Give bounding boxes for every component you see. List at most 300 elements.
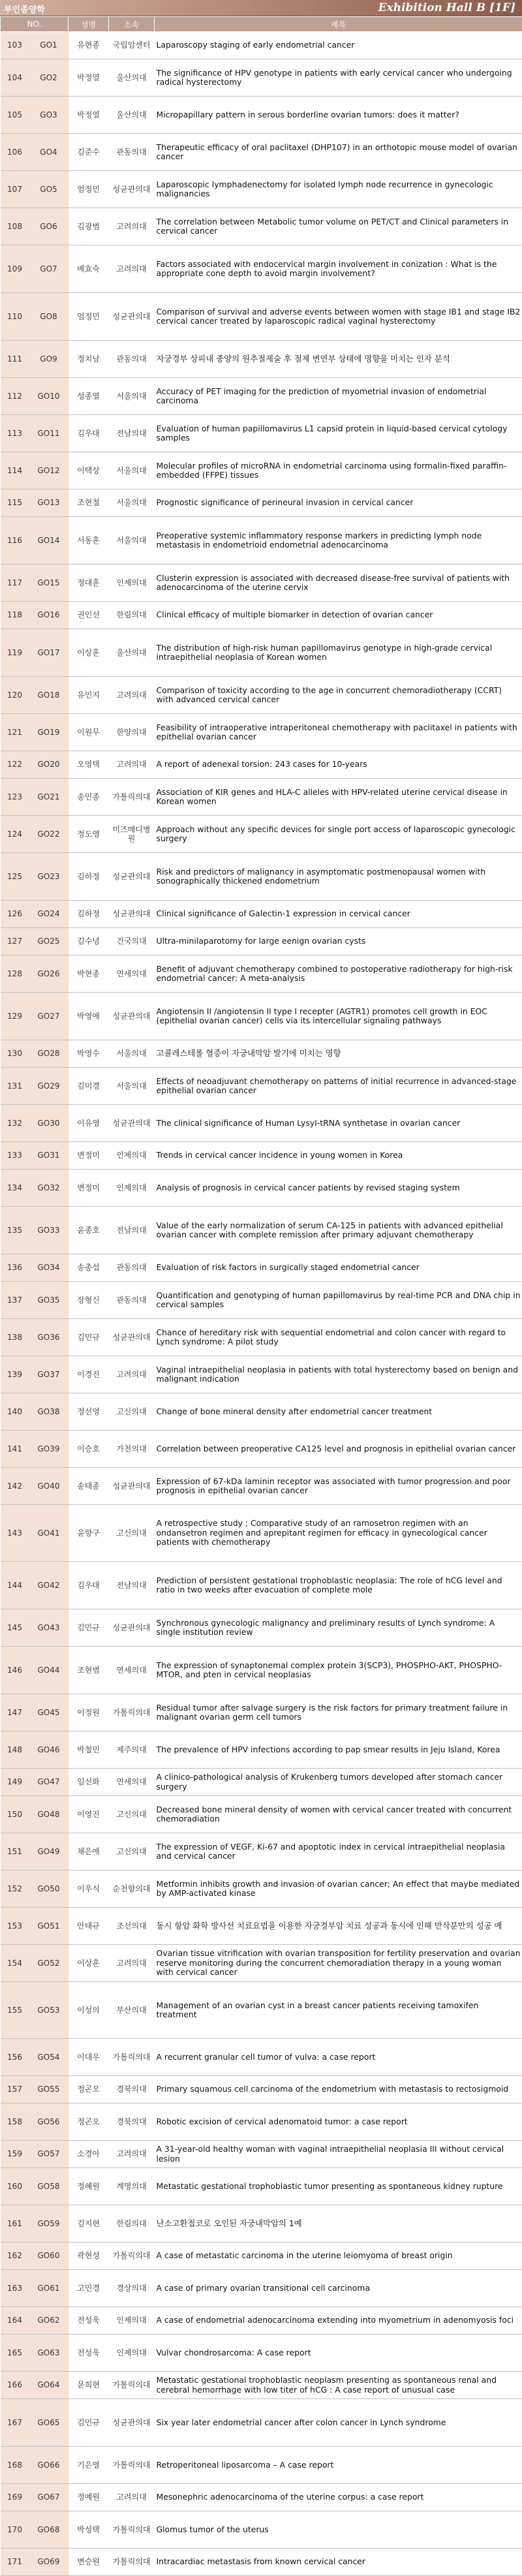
abstract-code: GO67 bbox=[29, 2484, 69, 2511]
presenter-name: 정혜원 bbox=[69, 2168, 109, 2205]
table-row bbox=[1, 2270, 522, 2307]
table-row bbox=[1, 1040, 522, 1068]
table-row bbox=[1, 1694, 522, 1731]
abstract-title: Accuracy of PET imaging for the prediction of myometrial invasion of endometrial carcinoma bbox=[155, 378, 522, 415]
abstract-title: A case of endometrial adenocarcinoma extending into myometrium in adenomyosis foci bbox=[155, 2307, 522, 2335]
presenter-name: 이영진 bbox=[69, 1796, 109, 1833]
table-row bbox=[1, 2484, 522, 2511]
row-number: 163 bbox=[1, 2270, 29, 2307]
row-number: 162 bbox=[1, 2242, 29, 2270]
abstract-title: Factors associated with endocervical margin involvement in conization : What is the appropriate cone depth to avoid margin involvement? bbox=[155, 245, 522, 293]
table-row bbox=[1, 714, 522, 751]
abstract-title: Vaginal intraepithelial neoplasia in patients with total hysterectomy based on benign and malignant indication bbox=[155, 1356, 522, 1393]
row-number: 119 bbox=[1, 629, 29, 677]
institution: 가톨릭의대 bbox=[109, 779, 155, 816]
abstract-code: GO48 bbox=[29, 1796, 69, 1833]
abstract-title: Six year later endometrial cancer after colon cancer in Lynch syndrome bbox=[155, 2399, 522, 2447]
abstract-code: GO56 bbox=[29, 2103, 69, 2141]
table-row bbox=[1, 32, 522, 59]
presenter-name: 오영택 bbox=[69, 751, 109, 779]
row-number: 142 bbox=[1, 1468, 29, 1505]
row-number: 124 bbox=[1, 816, 29, 853]
table-row bbox=[1, 1908, 522, 1945]
table-row bbox=[1, 1468, 522, 1505]
abstract-title: 자궁경부 상피내 종양의 원추절제술 후 절제 변연부 상태에 영향을 미치는 인자 분석 bbox=[155, 341, 522, 378]
row-number: 157 bbox=[1, 2076, 29, 2103]
abstract-code: GO30 bbox=[29, 1105, 69, 1142]
institution: 고려의대 bbox=[109, 677, 155, 714]
row-number: 115 bbox=[1, 489, 29, 517]
presenter-name: 기은영 bbox=[69, 2447, 109, 2484]
abstract-code: GO6 bbox=[29, 208, 69, 245]
row-number: 154 bbox=[1, 1945, 29, 1982]
table-row bbox=[1, 1562, 522, 1609]
abstract-code: GO11 bbox=[29, 415, 69, 452]
exhibition-hall-title: Exhibition Hall B [1F] bbox=[378, 1, 515, 14]
row-number: 167 bbox=[1, 2399, 29, 2447]
abstract-code: GO52 bbox=[29, 1945, 69, 1982]
table-row bbox=[1, 1393, 522, 1431]
abstract-title: Value of the early normalization of serum CA-125 in patients with advanced epithelial ovarian cancer with complete remission after primary adjuvant chemotherapy bbox=[155, 1207, 522, 1254]
abstract-code: GO55 bbox=[29, 2076, 69, 2103]
abstract-title: A case of primary ovarian transitional cell carcinoma bbox=[155, 2270, 522, 2307]
table-row bbox=[1, 955, 522, 993]
abstract-title: Laparoscopy staging of early endometrial cancer bbox=[155, 32, 522, 59]
table-row bbox=[1, 816, 522, 853]
abstract-code: GO53 bbox=[29, 1982, 69, 2039]
table-row bbox=[1, 2335, 522, 2372]
abstract-code: GO23 bbox=[29, 853, 69, 901]
abstract-code: GO9 bbox=[29, 341, 69, 378]
abstract-title: The distribution of high-risk human papillomavirus genotype in high-grade cervical intraepithelial neoplasia of Korean women bbox=[155, 629, 522, 677]
table-row bbox=[1, 1282, 522, 1319]
institution: 성균관의대 bbox=[109, 171, 155, 208]
institution: 성균관의대 bbox=[109, 1319, 155, 1356]
abstract-code: GO26 bbox=[29, 955, 69, 993]
abstract-code: GO10 bbox=[29, 378, 69, 415]
row-number: 161 bbox=[1, 2205, 29, 2242]
institution: 경북의대 bbox=[109, 2076, 155, 2103]
abstract-title: The prevalence of HPV infections according to pap smear results in Jeju Island, Korea bbox=[155, 1731, 522, 1769]
abstract-title: Chance of hereditary risk with sequential endometrial and colon cancer with regard to Lynch syndrome: A pilot study bbox=[155, 1319, 522, 1356]
institution: 고신의대 bbox=[109, 1505, 155, 1562]
abstract-title: 동시 항암 화학 방사선 치료요법을 이용한 자궁경부암 치료 성공과 동시에 인해 만삭분만의 성공 예 bbox=[155, 1908, 522, 1945]
abstract-code: GO18 bbox=[29, 677, 69, 714]
institution: 서울의대 bbox=[109, 452, 155, 489]
abstract-title: Evaluation of human papillomavirus L1 capsid protein in liquid-based cervical cytology samples bbox=[155, 415, 522, 452]
presenter-name: 김우대 bbox=[69, 1562, 109, 1609]
abstract-code: GO27 bbox=[29, 993, 69, 1040]
section-header-bar bbox=[0, 0, 522, 16]
presenter-name: 변승원 bbox=[69, 2549, 109, 2576]
abstract-title: Clinical significance of Galectin-1 expression in cervical cancer bbox=[155, 901, 522, 928]
presenter-name: 정예원 bbox=[69, 2484, 109, 2511]
abstract-code: GO69 bbox=[29, 2549, 69, 2576]
abstract-title: Management of an ovarian cyst in a breast cancer patients receiving tamoxifen treatment bbox=[155, 1982, 522, 2039]
abstract-title: Synchronous gynecologic malignancy and preliminary results of Lynch syndrome: A single institution review bbox=[155, 1609, 522, 1647]
abstract-code: GO51 bbox=[29, 1908, 69, 1945]
abstract-title: Prognostic significance of perineural invasion in cervical cancer bbox=[155, 489, 522, 517]
abstract-code: GO39 bbox=[29, 1431, 69, 1468]
institution: 순천향의대 bbox=[109, 1870, 155, 1908]
presenter-name: 송총섭 bbox=[69, 1254, 109, 1282]
presenter-name: 이상훈 bbox=[69, 1945, 109, 1982]
row-number: 111 bbox=[1, 341, 29, 378]
row-number: 127 bbox=[1, 928, 29, 955]
institution: 성균관의대 bbox=[109, 901, 155, 928]
table-row bbox=[1, 2141, 522, 2168]
institution: 계명의대 bbox=[109, 2168, 155, 2205]
abstract-code: GO54 bbox=[29, 2039, 69, 2076]
row-number: 143 bbox=[1, 1505, 29, 1562]
abstract-title: Mesonephric adenocarcinoma of the uterine corpus: a case report bbox=[155, 2484, 522, 2511]
abstract-code: GO45 bbox=[29, 1694, 69, 1731]
abstract-code: GO43 bbox=[29, 1609, 69, 1647]
table-row bbox=[1, 1870, 522, 1908]
abstract-title: Expression of 67-kDa laminin receptor was associated with tumor progression and poor prognosis in epithelial ovarian cancer bbox=[155, 1468, 522, 1505]
table-row bbox=[1, 171, 522, 208]
table-row bbox=[1, 293, 522, 341]
row-number: 125 bbox=[1, 853, 29, 901]
row-number: 151 bbox=[1, 1833, 29, 1870]
institution: 연세의대 bbox=[109, 1769, 155, 1796]
abstract-title: A retrospective study ; Comparative study of an ramosetron regimen with an ondansetron regimen and aprepitant regimen for efficacy in gynecological cancer patients with chemotherapy bbox=[155, 1505, 522, 1562]
institution: 연세의대 bbox=[109, 955, 155, 993]
abstract-title: Effects of neoadjuvant chemotherapy on patterns of initial recurrence in advanced-stage epithelial ovarian cancer bbox=[155, 1068, 522, 1105]
institution: 서울의대 bbox=[109, 1068, 155, 1105]
presenter-name: 변정미 bbox=[69, 1170, 109, 1207]
abstract-title: Primary squamous cell carcinoma of the endometrium with metastasis to rectosigmoid bbox=[155, 2076, 522, 2103]
institution: 성균관의대 bbox=[109, 1609, 155, 1647]
abstract-code: GO19 bbox=[29, 714, 69, 751]
institution: 가천의대 bbox=[109, 1431, 155, 1468]
row-number: 140 bbox=[1, 1393, 29, 1431]
presenter-name: 송태종 bbox=[69, 1468, 109, 1505]
institution: 한림의대 bbox=[109, 602, 155, 629]
abstract-code: GO37 bbox=[29, 1356, 69, 1393]
presenter-name: 정치남 bbox=[69, 341, 109, 378]
abstract-code: GO42 bbox=[29, 1562, 69, 1609]
table-row bbox=[1, 1609, 522, 1647]
row-number: 137 bbox=[1, 1282, 29, 1319]
table-row bbox=[1, 677, 522, 714]
abstract-code: GO62 bbox=[29, 2307, 69, 2335]
row-number: 153 bbox=[1, 1908, 29, 1945]
row-number: 126 bbox=[1, 901, 29, 928]
abstract-code: GO7 bbox=[29, 245, 69, 293]
table-row bbox=[1, 2039, 522, 2076]
abstract-code: GO44 bbox=[29, 1647, 69, 1694]
presenter-name: 권인선 bbox=[69, 602, 109, 629]
presenter-name: 정곤오 bbox=[69, 2076, 109, 2103]
row-number: 146 bbox=[1, 1647, 29, 1694]
abstract-title: Laparoscopic lymphadenectomy for isolated lymph node recurrence in gynecologic malignancies bbox=[155, 171, 522, 208]
institution: 미즈메디병원 bbox=[109, 816, 155, 853]
abstract-title: Residual tumor after salvage surgery is the risk factors for primary treatment failure in malignant ovarian germ cell tumors bbox=[155, 1694, 522, 1731]
presenter-name: 박현종 bbox=[69, 955, 109, 993]
institution: 서울의대 bbox=[109, 1040, 155, 1068]
abstract-title: Risk and predictors of malignancy in asymptomatic postmenopausal women with sonographically thickened endometrium bbox=[155, 853, 522, 901]
presenter-name: 고민경 bbox=[69, 2270, 109, 2307]
table-row bbox=[1, 779, 522, 816]
row-number: 107 bbox=[1, 171, 29, 208]
row-number: 158 bbox=[1, 2103, 29, 2141]
table-row bbox=[1, 1319, 522, 1356]
row-number: 106 bbox=[1, 134, 29, 171]
row-number: 145 bbox=[1, 1609, 29, 1647]
presenter-name: 김지현 bbox=[69, 2205, 109, 2242]
abstract-title: Angiotensin II /angiotensin II type I recepter (AGTR1) promotes cell growth in EOC (epithelial ovarian cancer) cells via its intercellular signaling pathways bbox=[155, 993, 522, 1040]
presenter-name: 박성택 bbox=[69, 2511, 109, 2549]
presenter-name: 윤종호 bbox=[69, 1207, 109, 1254]
institution: 성균관의대 bbox=[109, 293, 155, 341]
presenter-name: 박정열 bbox=[69, 97, 109, 134]
institution: 서울의대 bbox=[109, 378, 155, 415]
table-row bbox=[1, 2307, 522, 2335]
institution: 인제의대 bbox=[109, 1142, 155, 1170]
presenter-name: 박영수 bbox=[69, 1040, 109, 1068]
abstract-title: The correlation between Metabolic tumor volume on PET/CT and Clinical parameters in cervical cancer bbox=[155, 208, 522, 245]
abstract-code: GO38 bbox=[29, 1393, 69, 1431]
abstract-title: Decreased bone mineral density of women with cervical cancer treated with concurrent chemoradiation bbox=[155, 1796, 522, 1833]
table-row bbox=[1, 2242, 522, 2270]
abstract-code: GO58 bbox=[29, 2168, 69, 2205]
table-row bbox=[1, 59, 522, 97]
presenter-name: 김준수 bbox=[69, 134, 109, 171]
section-title: 부인종양학 bbox=[4, 3, 45, 15]
institution: 관동의대 bbox=[109, 341, 155, 378]
abstract-code: GO28 bbox=[29, 1040, 69, 1068]
abstract-code: GO4 bbox=[29, 134, 69, 171]
presenter-name: 김광범 bbox=[69, 208, 109, 245]
table-row bbox=[1, 751, 522, 779]
table-row bbox=[1, 1945, 522, 1982]
table-row bbox=[1, 602, 522, 629]
abstract-title: Clusterin expression is associated with decreased disease-free survival of patients with adenocarcinoma of the uterine cervix bbox=[155, 565, 522, 602]
abstract-title: Preoperative systemic inflammatory response markers in predicting lymph node metastasis in endometrioid endometrial adenocarcinoma bbox=[155, 517, 522, 565]
presenter-name: 유민지 bbox=[69, 677, 109, 714]
abstract-code: GO34 bbox=[29, 1254, 69, 1282]
presenter-name: 곽현성 bbox=[69, 2242, 109, 2270]
row-number: 120 bbox=[1, 677, 29, 714]
poster-table bbox=[0, 16, 522, 2576]
abstract-title: Metformin inhibits growth and invasion of ovarian cancer; An effect that maybe mediated by AMP-activated kinase bbox=[155, 1870, 522, 1908]
row-number: 148 bbox=[1, 1731, 29, 1769]
row-number: 108 bbox=[1, 208, 29, 245]
row-number: 144 bbox=[1, 1562, 29, 1609]
abstract-title: Molecular profiles of microRNA in endometrial carcinoma using formalin-fixed paraffin-embedded (FFPE) tissues bbox=[155, 452, 522, 489]
row-number: 116 bbox=[1, 517, 29, 565]
abstract-code: GO20 bbox=[29, 751, 69, 779]
table-row bbox=[1, 629, 522, 677]
column-header-no: NO. bbox=[1, 17, 69, 32]
table-row bbox=[1, 2103, 522, 2141]
presenter-name: 정도영 bbox=[69, 816, 109, 853]
row-number: 132 bbox=[1, 1105, 29, 1142]
abstract-code: GO47 bbox=[29, 1769, 69, 1796]
institution: 전남의대 bbox=[109, 1562, 155, 1609]
table-row bbox=[1, 565, 522, 602]
institution: 인제의대 bbox=[109, 2307, 155, 2335]
table-row bbox=[1, 1170, 522, 1207]
row-number: 129 bbox=[1, 993, 29, 1040]
presenter-name: 이유영 bbox=[69, 1105, 109, 1142]
presenter-name: 성종열 bbox=[69, 378, 109, 415]
row-number: 168 bbox=[1, 2447, 29, 2484]
abstract-title: The expression of synaptonemal complex protein 3(SCP3), PHOSPHO-AKT, PHOSPHO-MTOR, and pten in cervical neoplasias bbox=[155, 1647, 522, 1694]
abstract-code: GO14 bbox=[29, 517, 69, 565]
institution: 건국의대 bbox=[109, 928, 155, 955]
abstract-code: GO36 bbox=[29, 1319, 69, 1356]
institution: 관동의대 bbox=[109, 134, 155, 171]
presenter-name: 문희현 bbox=[69, 2372, 109, 2399]
presenter-name: 박영애 bbox=[69, 993, 109, 1040]
row-number: 138 bbox=[1, 1319, 29, 1356]
presenter-name: 박철민 bbox=[69, 1731, 109, 1769]
presenter-name: 장형신 bbox=[69, 1282, 109, 1319]
abstract-code: GO5 bbox=[29, 171, 69, 208]
table-row bbox=[1, 2205, 522, 2242]
table-row bbox=[1, 2372, 522, 2399]
table-row bbox=[1, 1431, 522, 1468]
table-row bbox=[1, 1796, 522, 1833]
abstract-title: A case of metastatic carcinoma in the uterine leiomyoma of breast origin bbox=[155, 2242, 522, 2270]
row-number: 136 bbox=[1, 1254, 29, 1282]
institution: 고려의대 bbox=[109, 245, 155, 293]
institution: 가톨릭의대 bbox=[109, 2511, 155, 2549]
institution: 울산의대 bbox=[109, 629, 155, 677]
table-row bbox=[1, 1982, 522, 2039]
row-number: 117 bbox=[1, 565, 29, 602]
table-row bbox=[1, 1769, 522, 1796]
abstract-code: GO59 bbox=[29, 2205, 69, 2242]
abstract-code: GO65 bbox=[29, 2399, 69, 2447]
institution: 인제의대 bbox=[109, 565, 155, 602]
abstract-title: Vulvar chondrosarcoma: A case report bbox=[155, 2335, 522, 2372]
abstract-title: A recurrent granular cell tumor of vulva: a case report bbox=[155, 2039, 522, 2076]
abstract-code: GO32 bbox=[29, 1170, 69, 1207]
table-row bbox=[1, 1731, 522, 1769]
abstract-title: Approach without any specific devices for single port access of laparoscopic gynecologic surgery bbox=[155, 816, 522, 853]
abstract-title: Quantification and genotyping of human papillomavirus by real-time PCR and DNA chip in cervical samples bbox=[155, 1282, 522, 1319]
institution: 관동의대 bbox=[109, 1254, 155, 1282]
abstract-title: Clinical efficacy of multiple biomarker in detection of ovarian cancer bbox=[155, 602, 522, 629]
abstract-code: GO49 bbox=[29, 1833, 69, 1870]
presenter-name: 이원무 bbox=[69, 714, 109, 751]
presenter-name: 송민종 bbox=[69, 779, 109, 816]
presenter-name: 임선화 bbox=[69, 1769, 109, 1796]
institution: 국립암센터 bbox=[109, 32, 155, 59]
presenter-name: 이승호 bbox=[69, 1431, 109, 1468]
institution: 성균관의대 bbox=[109, 2399, 155, 2447]
table-row bbox=[1, 517, 522, 565]
table-row bbox=[1, 1068, 522, 1105]
table-row bbox=[1, 2168, 522, 2205]
row-number: 113 bbox=[1, 415, 29, 452]
presenter-name: 김민규 bbox=[69, 2399, 109, 2447]
table-row bbox=[1, 97, 522, 134]
row-number: 166 bbox=[1, 2372, 29, 2399]
presenter-name: 윤향구 bbox=[69, 1505, 109, 1562]
institution: 가톨릭의대 bbox=[109, 2039, 155, 2076]
presenter-name: 김수녕 bbox=[69, 928, 109, 955]
row-number: 112 bbox=[1, 378, 29, 415]
presenter-name: 김우대 bbox=[69, 415, 109, 452]
institution: 울산의대 bbox=[109, 97, 155, 134]
row-number: 149 bbox=[1, 1769, 29, 1796]
table-header-row bbox=[1, 17, 522, 32]
presenter-name: 김하정 bbox=[69, 853, 109, 901]
presenter-name: 조현범 bbox=[69, 1647, 109, 1694]
abstract-code: GO57 bbox=[29, 2141, 69, 2168]
table-row bbox=[1, 489, 522, 517]
abstract-title: Micropapillary pattern in serous borderline ovarian tumors: does it matter? bbox=[155, 97, 522, 134]
row-number: 104 bbox=[1, 59, 29, 97]
abstract-code: GO29 bbox=[29, 1068, 69, 1105]
row-number: 160 bbox=[1, 2168, 29, 2205]
institution: 경상의대 bbox=[109, 2270, 155, 2307]
presenter-name: 소경아 bbox=[69, 2141, 109, 2168]
table-row bbox=[1, 415, 522, 452]
table-row bbox=[1, 1647, 522, 1694]
institution: 고려의대 bbox=[109, 2141, 155, 2168]
institution: 서울의대 bbox=[109, 489, 155, 517]
presenter-name: 이정원 bbox=[69, 1694, 109, 1731]
abstract-code: GO13 bbox=[29, 489, 69, 517]
abstract-code: GO8 bbox=[29, 293, 69, 341]
abstract-title: Retroperitoneal liposarcoma – A case report bbox=[155, 2447, 522, 2484]
abstract-code: GO2 bbox=[29, 59, 69, 97]
column-header-title: 제목 bbox=[155, 17, 522, 32]
table-row bbox=[1, 2076, 522, 2103]
row-number: 123 bbox=[1, 779, 29, 816]
presenter-name: 변정미 bbox=[69, 1142, 109, 1170]
table-row bbox=[1, 853, 522, 901]
abstract-code: GO41 bbox=[29, 1505, 69, 1562]
institution: 전남의대 bbox=[109, 1207, 155, 1254]
abstract-code: GO15 bbox=[29, 565, 69, 602]
institution: 가톨릭의대 bbox=[109, 1694, 155, 1731]
abstract-code: GO60 bbox=[29, 2242, 69, 2270]
abstract-title: Feasibility of intraoperative intraperitoneal chemotherapy with paclitaxel in patients with epithelial ovarian cancer bbox=[155, 714, 522, 751]
abstract-code: GO46 bbox=[29, 1731, 69, 1769]
presenter-name: 전성욱 bbox=[69, 2307, 109, 2335]
abstract-title: Comparison of toxicity according to the age in concurrent chemoradiotherapy (CCRT) with advanced cervical cancer bbox=[155, 677, 522, 714]
presenter-name: 조현철 bbox=[69, 489, 109, 517]
table-row bbox=[1, 341, 522, 378]
abstract-title: Metastatic gestational trophoblastic tumor presenting as spontaneous kidney rupture bbox=[155, 2168, 522, 2205]
abstract-code: GO17 bbox=[29, 629, 69, 677]
presenter-name: 정대훈 bbox=[69, 565, 109, 602]
abstract-title: Comparison of survival and adverse events between women with stage IB1 and stage IB2 cervical cancer treated by laparoscopic radical vaginal hysterectomy bbox=[155, 293, 522, 341]
table-row bbox=[1, 378, 522, 415]
abstract-title: The expression of VEGF, Ki-67 and apoptotic index in cervical intraepithelial neoplasia and cervical cancer bbox=[155, 1833, 522, 1870]
row-number: 128 bbox=[1, 955, 29, 993]
presenter-name: 이상훈 bbox=[69, 629, 109, 677]
institution: 서울의대 bbox=[109, 517, 155, 565]
table-row bbox=[1, 1254, 522, 1282]
presenter-name: 이경진 bbox=[69, 1356, 109, 1393]
presenter-name: 이택상 bbox=[69, 452, 109, 489]
presenter-name: 김미경 bbox=[69, 1068, 109, 1105]
abstract-title: Intracardiac metastasis from known cervical cancer bbox=[155, 2549, 522, 2576]
row-number: 139 bbox=[1, 1356, 29, 1393]
table-row bbox=[1, 1505, 522, 1562]
row-number: 110 bbox=[1, 293, 29, 341]
institution: 경북의대 bbox=[109, 2103, 155, 2141]
presenter-name: 김하정 bbox=[69, 901, 109, 928]
institution: 성균관의대 bbox=[109, 1468, 155, 1505]
